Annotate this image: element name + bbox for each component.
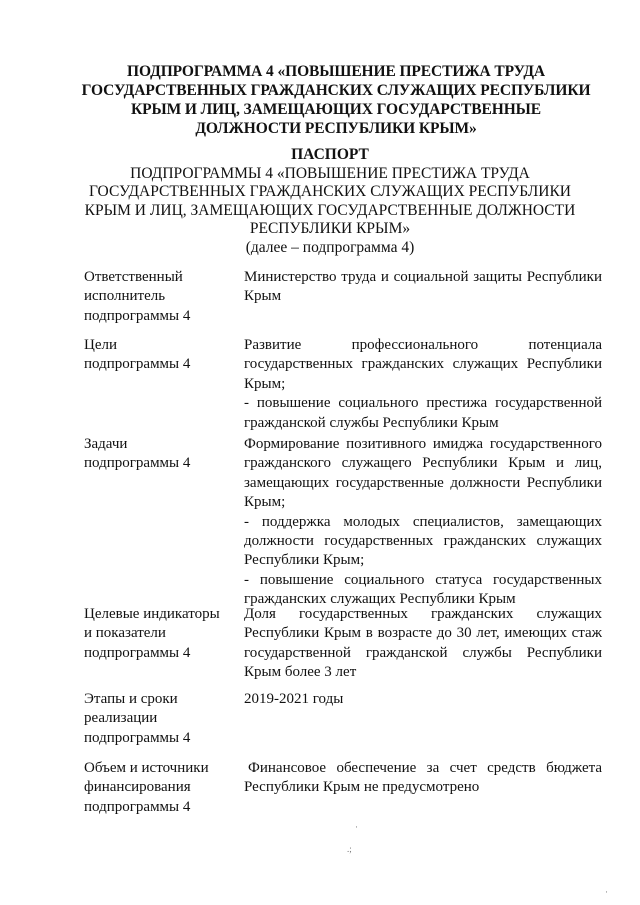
row-value xyxy=(244,759,602,798)
label-line: подпрограммы 4 xyxy=(84,455,191,472)
value-paragraph: Финансовое обеспечение за счет средств бюджета Республики Крым не предусмотрено xyxy=(244,760,602,796)
row-value xyxy=(244,336,602,433)
row-label xyxy=(84,605,234,663)
passport-line: РЕСПУБЛИКИ КРЫМ» xyxy=(249,220,411,237)
value-paragraph: - поддержка молодых специалистов, замещающих должности государственных гражданских служащих Республики Крым; xyxy=(244,513,602,569)
heading-line: ПОДПРОГРАММА 4 «ПОВЫШЕНИЕ ПРЕСТИЖА ТРУДА xyxy=(126,63,546,80)
row-label xyxy=(84,759,234,817)
subprogram-heading xyxy=(70,62,602,138)
label-line: реализации xyxy=(84,710,158,727)
heading-line: КРЫМ И ЛИЦ, ЗАМЕЩАЮЩИХ ГОСУДАРСТВЕННЫЕ xyxy=(130,101,542,118)
passport-line: КРЫМ И ЛИЦ, ЗАМЕЩАЮЩИХ ГОСУДАРСТВЕННЫЕ ДОЛЖНОСТИ xyxy=(84,201,576,219)
label-line: исполнитель xyxy=(84,288,166,305)
value-paragraph: 2019-2021 годы xyxy=(244,691,344,707)
passport-line: ГОСУДАРСТВЕННЫХ ГРАЖДАНСКИХ СЛУЖАЩИХ РЕСПУБЛИКИ xyxy=(88,183,571,200)
label-line: подпрограммы 4 xyxy=(84,644,191,661)
heading-line: ДОЛЖНОСТИ РЕСПУБЛИКИ КРЫМ» xyxy=(195,120,477,137)
label-line: подпрограммы 4 xyxy=(84,356,191,373)
label-line: подпрограммы 4 xyxy=(84,798,191,815)
scan-speck: .; xyxy=(347,844,352,854)
passport-line: (далее – подпрограмма 4) xyxy=(245,238,415,256)
value-paragraph: - повышение социального престижа государственной гражданской службы Республики Крым xyxy=(244,395,602,431)
heading-line: ГОСУДАРСТВЕННЫХ ГРАЖДАНСКИХ СЛУЖАЩИХ РЕСПУБЛИКИ xyxy=(81,82,591,99)
label-line: Этапы и сроки xyxy=(84,691,178,707)
row-label xyxy=(84,336,234,375)
value-paragraph: Формирование позитивного имиджа государственного гражданского служащего Республики Крым и лиц, замещающих государственные должности Республики Крым; xyxy=(244,436,602,511)
label-line: Ответственный xyxy=(84,269,183,285)
row-label xyxy=(84,690,234,748)
row-label xyxy=(84,435,234,474)
value-paragraph: - повышение социального статуса государственных гражданских служащих Республики Крым xyxy=(244,571,602,608)
passport-heading xyxy=(60,146,600,257)
row-label xyxy=(84,268,234,326)
value-paragraph: Доля государственных гражданских служащих Республики Крым в возрасте до 30 лет, имеющих стаж государственной гражданской службы Республики Крым более 3 лет xyxy=(244,606,602,681)
label-line: финансирования xyxy=(84,779,191,796)
value-paragraph: Министерство труда и социальной защиты Республики Крым xyxy=(244,269,602,305)
passport-line: ПОДПРОГРАММЫ 4 «ПОВЫШЕНИЕ ПРЕСТИЖА ТРУДА xyxy=(130,164,530,182)
label-line: Задачи xyxy=(84,436,128,452)
label-line: подпрограммы 4 xyxy=(84,729,191,746)
row-value xyxy=(244,690,602,709)
label-line: Целевые индикаторы xyxy=(84,606,220,622)
passport-title: ПАСПОРТ xyxy=(291,146,369,163)
label-line: и показатели xyxy=(84,625,166,642)
label-line: подпрограммы 4 xyxy=(84,307,191,324)
row-value xyxy=(244,435,602,610)
label-line: Объем и источники xyxy=(84,760,209,776)
scan-speck: · xyxy=(605,887,608,897)
row-value xyxy=(244,268,602,307)
row-value xyxy=(244,605,602,683)
value-paragraph: Развитие профессионального потенциала государственных гражданских служащих Республики Крым; xyxy=(244,337,602,392)
label-line: Цели xyxy=(84,337,118,353)
scan-speck: · xyxy=(355,822,358,832)
